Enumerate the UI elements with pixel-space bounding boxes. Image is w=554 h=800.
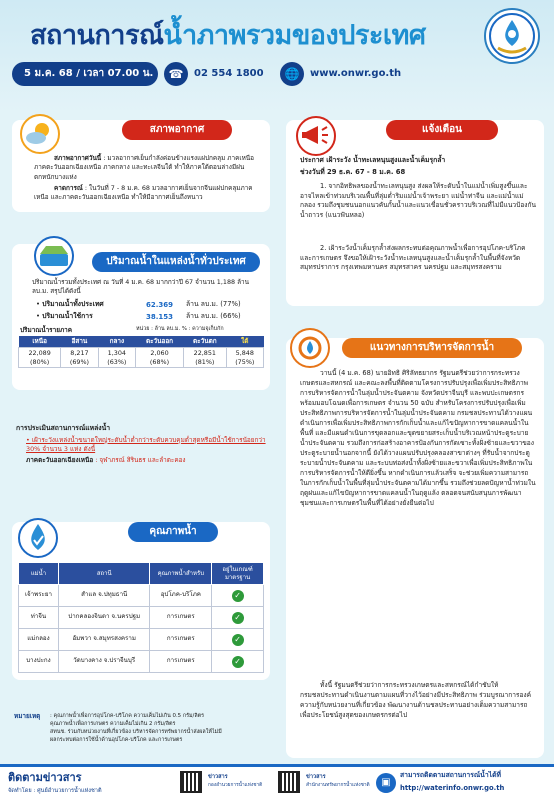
megaphone-icon (296, 116, 336, 156)
region-percent: (80%) (30, 357, 50, 366)
water-management-icon (290, 328, 330, 368)
water-quality-table (18, 562, 264, 673)
wq-col-standard: อยู่ในเกณฑ์มาตรฐาน (212, 563, 264, 585)
region-percent: (63%) (107, 357, 127, 366)
wq-river: ท่าจีน (19, 607, 59, 629)
region-cell (98, 348, 135, 368)
region-value: 1,304 (107, 349, 126, 358)
wq-station: สำแล จ.ปทุมธานี (58, 585, 150, 607)
qr1-label: ข่าวสาร (208, 774, 228, 780)
wq-col-station: สถานี (58, 563, 150, 585)
follow-title: ติดตามข่าวสาร (8, 771, 82, 784)
note-label: หมายเหตุ (14, 712, 41, 720)
region-header: เหนือ (19, 336, 61, 348)
note-line: ผลกระทบต่อการใช้น้ำด้านอุปโภค-บริโภค และการเกษตร (50, 737, 183, 744)
qr2-subtitle: สำนักงานทรัพยากรน้ำแห่งชาติ (306, 783, 370, 788)
weather-today-label: สภาพอากาศวันนี้ (54, 154, 102, 162)
weather-forecast-text: : ในวันที่ 7 - 8 ม.ค. 68 มวลอากาศเย็นจากจีนแผ่ปกคลุมภาคเหนือ และภาคตะวันออกเฉียงเหนือ ทำให้มีอากาศเย็นถึงหนาว (34, 184, 253, 202)
onwr-logo (484, 8, 540, 64)
table-row (19, 651, 264, 673)
info-bar (12, 62, 402, 86)
title-part-2: น้ำภาพรวมของประเทศ (163, 20, 426, 51)
region-value: 8,217 (70, 349, 89, 358)
management-heading: แนวทางการบริหารจัดการน้ำ (342, 338, 522, 358)
region-cell (61, 348, 98, 368)
wq-station: อัมพวา จ.สมุทรสงคราม (58, 629, 150, 651)
region-value: 5,848 (235, 349, 254, 358)
globe-icon: 🌐 (280, 62, 304, 86)
table-row (19, 585, 264, 607)
water-total-unit: ล้าน ลบ.ม. (77%) (186, 300, 241, 308)
water-volume-card (12, 244, 270, 390)
region-percent: (68%) (149, 357, 170, 366)
wq-standard (212, 585, 264, 607)
water-usable-unit: ล้าน ลบ.ม. (66%) (186, 312, 241, 320)
weather-today (34, 154, 260, 182)
water-usable-value: 38.153 (146, 313, 174, 321)
phone-number[interactable]: 02 554 1800 (194, 68, 264, 79)
water-total-label: ปริมาณน้ำทั้งประเทศ (42, 300, 104, 308)
check-icon: ✓ (232, 612, 244, 624)
alert-item-1: 1. จากอิทธิพลของน้ำทะเลหนุนสูง ส่งผลให้ระดับน้ำในแม่น้ำเพิ่มสูงขึ้นและอาจไหลเข้าท่วมบริเวณพื้นที่ลุ่มต่ำริมแม่น้ำเจ้าพระยา แม่น้ำท่าจีน และแม่น้ำแม่กลอง รวมถึงชุมชนนอกแนวคันกั้นน้ำและแนวเขื่อนชั่วคราวบริเวณที่ไม่มีแนวป้องกันน้ำถาวร (แนวฟันหลอ) (300, 182, 537, 219)
assessment-block (16, 424, 270, 466)
qr-code-nwcc[interactable] (180, 771, 202, 793)
region-header: อีสาน (61, 336, 98, 348)
management-card (286, 338, 544, 758)
wq-use: การเกษตร (150, 651, 212, 673)
weather-heading: สภาพอากาศ (122, 120, 232, 140)
region-header: ตะวันออก (136, 336, 184, 348)
alert-period: ช่วงวันที่ 29 ธ.ค. 67 - 8 ม.ค. 68 (300, 168, 406, 176)
wq-river: บางปะกง (19, 651, 59, 673)
weather-icon (20, 114, 60, 154)
note-line: สทนช. ร่วมกับหน่วยงานที่เกี่ยวข้อง บริหารจัดการทรัพยากรน้ำส่งผลให้ไม่มี (50, 729, 222, 736)
alert-title: ประกาศ เฝ้าระวัง น้ำทะเลหนุนสูงและน้ำเค็มรุกล้ำ (300, 156, 446, 164)
assessment-region-label: ภาคตะวันออกเฉียงเหนือ (26, 456, 94, 465)
header (0, 0, 554, 112)
wq-col-river: แม่น้ำ (19, 563, 59, 585)
water-summary: ปริมาณน้ำรวมทั้งประเทศ ณ วันที่ 4 ม.ค. 68 มากกว่าปี 67 จำนวน 1,188 ล้าน ลบ.ม. สรุปได้ดังนี้ (32, 278, 250, 296)
note-line: : คุณภาพน้ำเพื่อการอุปโภค-บริโภค ความเค็มไม่เกิน 0.5 กรัม/ลิตร (50, 713, 205, 719)
check-icon: ✓ (232, 590, 244, 602)
region-header: ใต้ (226, 336, 263, 348)
date-label: 5 ม.ค. 68 (24, 68, 73, 79)
water-total-row: • ปริมาณน้ำทั้งประเทศ 62.369 ล้าน ลบ.ม. (77%) (36, 300, 241, 309)
phone-icon: ☎ (164, 62, 188, 86)
region-header: ตะวันตก (184, 336, 227, 348)
wq-standard (212, 629, 264, 651)
wq-use: อุปโภค-บริโภค (150, 585, 212, 607)
weather-card (12, 120, 270, 212)
region-value: 2,060 (150, 349, 169, 358)
note-block (14, 712, 274, 744)
date-time-pill: 5 ม.ค. 68 / เวลา 07.00 น. (12, 62, 158, 86)
wq-standard (212, 607, 264, 629)
wq-col-use: คุณภาพน้ำสำหรับ (150, 563, 212, 585)
qr-code-onwr[interactable] (278, 771, 300, 793)
assessment-heading: การประเมินสถานการณ์แหล่งน้ำ (16, 424, 111, 432)
region-cell (184, 348, 227, 368)
weather-forecast (34, 184, 260, 203)
assessment-region-text: : จุฬาภรณ์ สิรินธร และลำตะคอง (93, 456, 186, 465)
qr1-subtitle: กองอำนวยการน้ำแห่งชาติ (208, 783, 263, 788)
region-cell (226, 348, 263, 368)
page-title (30, 16, 426, 55)
site-url[interactable]: http://waterinfo.onwr.go.th (400, 784, 505, 792)
region-value: 22,089 (28, 349, 51, 358)
region-cell (19, 348, 61, 368)
water-volume-heading: ปริมาณน้ำในแหล่งน้ำทั่วประเทศ (92, 252, 260, 272)
site-title: สามารถติดตามสถานการณ์น้ำได้ที่ (400, 771, 501, 779)
water-total-value: 62.369 (146, 301, 174, 309)
wq-station: วัดบางคาง จ.ปราจีนบุรี (58, 651, 150, 673)
note-line: คุณภาพน้ำเพื่อการเกษตร ความเค็มไม่เกิน 2 กรัม/ลิตร (50, 721, 176, 728)
region-table-unit: หน่วย : ล้าน ลบ.ม. % : ความจุเก็บกัก (136, 326, 224, 332)
wq-use: การเกษตร (150, 629, 212, 651)
management-paragraph-1: วานนี้ (4 ม.ค. 68) นายอิทธิ ศิริลัทธยากร รัฐมนตรีช่วยว่าการกระทรวงเกษตรและสหกรณ์ และคณะลงพื้นที่ติดตามโครงการปรับปรุงเพื่อเพิ่มประสิทธิภาพการบริหารจัดการน้ำในลุ่มน้ำประจันตคาม จังหวัดปราจีนบุรี และพบปะเกษตรกรพร้อมมอบโฉนดเพื่อการเกษตร จำนวน 50 ฉบับ สำหรับโครงการปรับปรุงเพื่อเพิ่มประสิทธิภาพการบริหารจัดการน้ำในลุ่มน้ำประจันตคาม กรมชลประทานได้วางแผนดำเนินการเพื่อเพิ่มประสิทธิภาพการกักเก็บน้ำและแก้ไขปัญหาการขาดแคลนน้ำในพื้นที่ และมีแผนดำเนินการขุดลอกและขุดขยายสระเก็บน้ำบริเวณหน้าประตูระบายน้ำประจันตคาม รวมถึงการก่อสร้างอาคารป้องกันการกัดเซาะทั้งฝั่งซ้ายและขวาของประตูระบายน้ำนอกจากนี้ ยังได้วางแผนปรับปรุงคลองสาขาต่างๆ ที่รับน้ำจากประตูระบายน้ำประจันตคาม และระบบท่อส่งน้ำทั้งฝั่งซ้ายและขวาเพื่อเพิ่มประสิทธิภาพในการบริหารจัดการน้ำให้ดียิ่งขึ้น หากดำเนินการแล้วเสร็จ จะช่วยเพิ่มความสามารถในการกักเก็บน้ำในพื้นที่ลุ่มน้ำประจันตคามได้มากขึ้น รวมถึงช่วยลดปัญหาน้ำท่วมในฤดูฝนและแก้ไขปัญหาการขาดแคลนน้ำในฤดูแล้ง ตลอดจนสนับสนุนการพัฒนาชุมชนและการเกษตรในพื้นที่ได้อย่างยั่งยืนต่อไป (300, 369, 536, 508)
region-percent: (69%) (69, 357, 90, 366)
region-value: 22,851 (193, 349, 216, 358)
reservoir-icon (34, 236, 74, 276)
wq-station: ปากคลองจินดา จ.นครปฐม (58, 607, 150, 629)
assessment-warning: • เฝ้าระวังแหล่งน้ำขนาดใหญ่ระดับน้ำต่ำกว่าระดับควบคุมต่ำสุดหรือมีน้ำใช้การน้อยกว่า 30% จำนวน 3 แห่ง ดังนี้ (26, 435, 266, 454)
region-table-caption: ปริมาณน้ำรายภาค (20, 326, 73, 334)
weather-forecast-label: คาดการณ์ (54, 184, 83, 192)
check-icon: ✓ (232, 656, 244, 668)
website-link[interactable]: www.onwr.go.th (310, 68, 402, 79)
monitor-icon: ▣ (376, 773, 396, 793)
management-paragraph-2: ทั้งนี้ รัฐมนตรีช่วยว่าการกระทรวงเกษตรและสหกรณ์ได้กำชับให้กรมชลประทานดำเนินงานตามแผนที่วางไว้อย่างมีประสิทธิภาพ ร่วมบูรณาการองค์ความรู้กับหน่วยงานที่เกี่ยวข้อง พัฒนางานด้านชลประทานอย่างเต็มความสามารถ เพื่อประโยชน์สูงสุดของเกษตรกรต่อไป (300, 681, 532, 720)
wq-river: แม่กลอง (19, 629, 59, 651)
assessment-region (16, 456, 270, 465)
check-icon: ✓ (232, 634, 244, 646)
region-cell (136, 348, 184, 368)
water-usable-row: • ปริมาณน้ำใช้การ 38.153 ล้าน ลบ.ม. (66%) (36, 312, 241, 321)
follow-subtitle: จัดทำโดย : ศูนย์อำนวยการน้ำแห่งชาติ (8, 788, 102, 794)
table-row (19, 629, 264, 651)
time-label: เวลา 07.00 น. (83, 68, 154, 79)
wq-standard (212, 651, 264, 673)
region-percent: (81%) (195, 357, 215, 366)
region-percent: (75%) (235, 357, 255, 366)
water-usable-label: ปริมาณน้ำใช้การ (42, 312, 93, 320)
weather-today-text: : มวลอากาศเย็นกำลังค่อนข้างแรงแผ่ปกคลุม ภาคเหนือ ภาคตะวันออกเฉียงเหนือ ภาคกลาง และทะเลจีนใต้ ทำให้ภาคใต้ตอนล่างมีฝนตกหนักบางแห่ง (34, 154, 254, 181)
region-header: กลาง (98, 336, 135, 348)
region-table (18, 336, 264, 368)
alert-item-2: 2. เฝ้าระวังน้ำเค็มรุกล้ำส่งผลกระทบต่อคุณภาพน้ำเพื่อการอุปโภค-บริโภค และการเกษตร จึงขอให้เฝ้าระวังน้ำทะเลหนุนสูงและน้ำเค็มรุกล้ำในพื้นที่จังหวัดสมุทรปราการ กรุงเทพมหานคร สมุทรสาคร นครปฐม และสมุทรสงคราม (300, 244, 526, 272)
alert-card (286, 120, 544, 306)
footer (0, 764, 554, 800)
water-quality-heading: คุณภาพน้ำ (128, 522, 218, 542)
assessment-warning-text: เฝ้าระวังแหล่งน้ำขนาดใหญ่ระดับน้ำต่ำกว่าระดับควบคุมต่ำสุดหรือมีน้ำใช้การน้อยกว่า 30% จำนวน 3 แห่ง ดังนี้ (26, 435, 266, 454)
table-row (19, 607, 264, 629)
alert-heading: แจ้งเตือน (386, 120, 498, 140)
water-drop-icon (18, 518, 58, 558)
title-part-1: สถานการณ์ (30, 20, 164, 51)
wq-use: การเกษตร (150, 607, 212, 629)
wq-river: เจ้าพระยา (19, 585, 59, 607)
qr2-label: ข่าวสาร (306, 774, 326, 780)
water-quality-card (12, 522, 270, 680)
